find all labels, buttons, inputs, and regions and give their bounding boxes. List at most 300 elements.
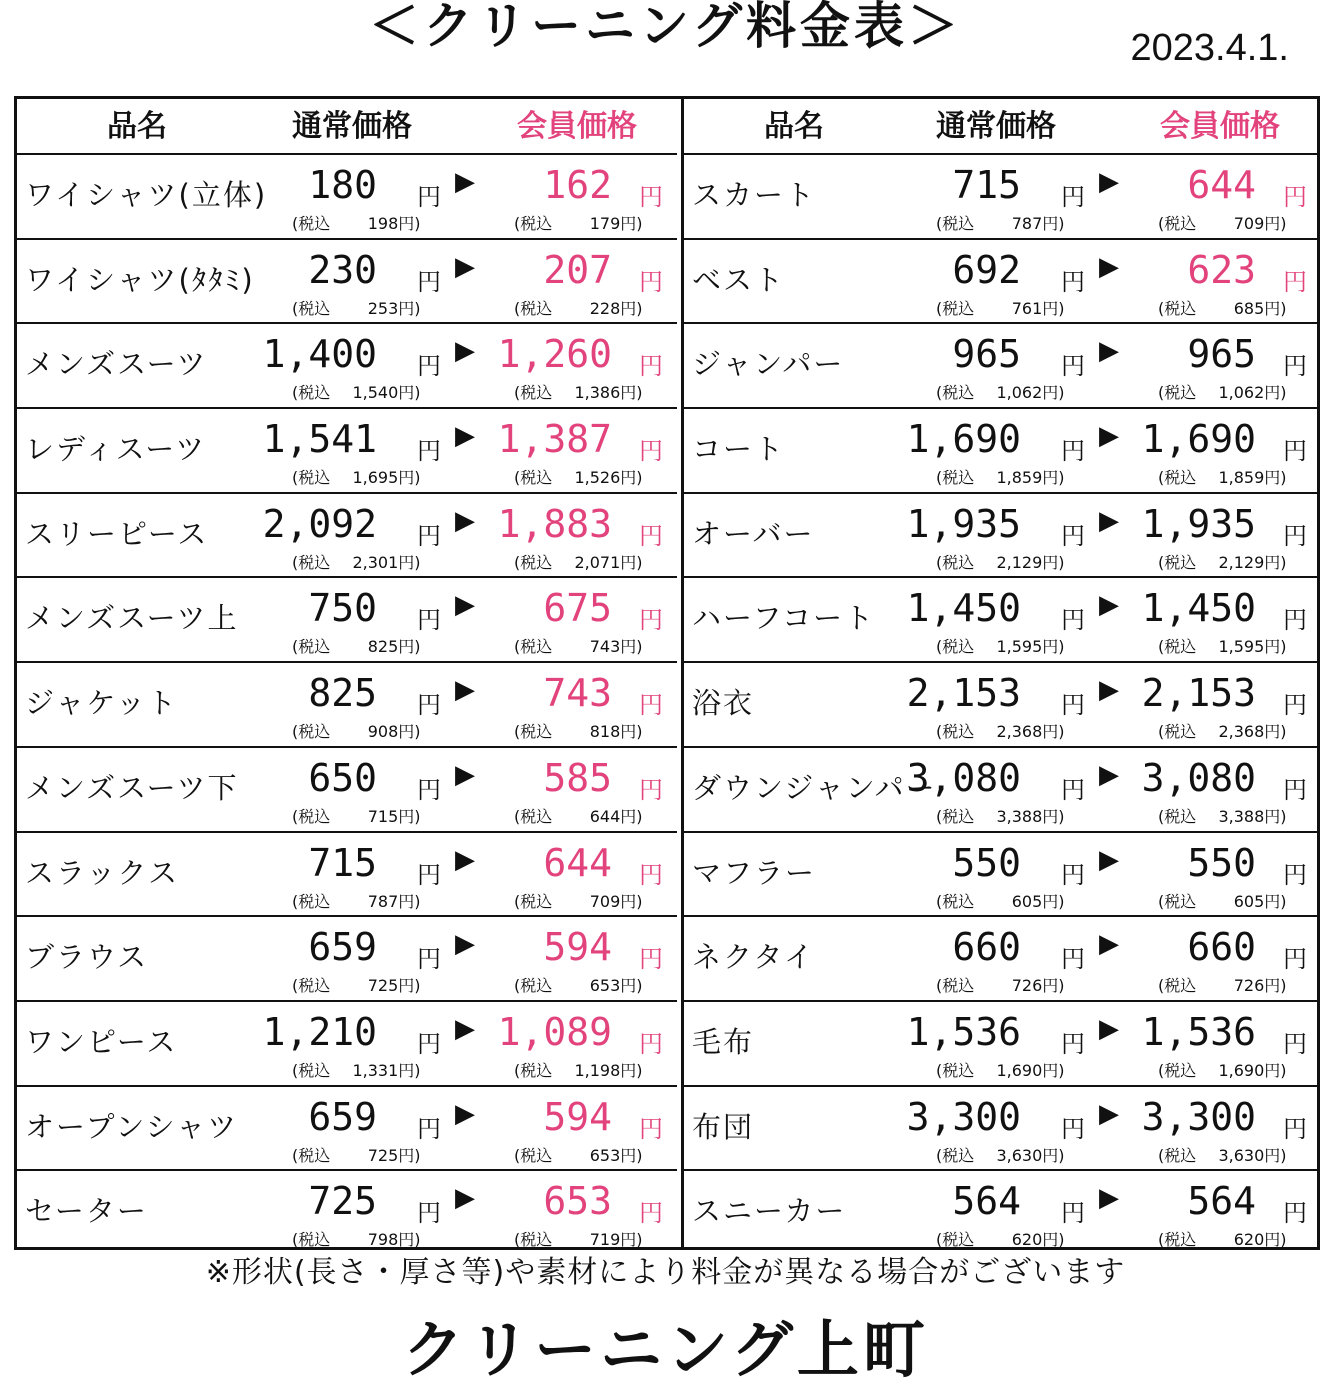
- tax-label: (税込: [936, 806, 975, 826]
- tax-value: 761: [1011, 298, 1043, 318]
- arrow-right-icon: ▶: [1099, 251, 1119, 282]
- arrow-right-icon: ▶: [1099, 167, 1119, 197]
- tax-suffix: 円): [1042, 722, 1065, 742]
- yen-label: 円: [1061, 1114, 1085, 1143]
- member-price: 1,260: [497, 332, 612, 377]
- regular-price: 1,210: [262, 1009, 377, 1054]
- yen-label: 円: [417, 267, 441, 296]
- yen-label: 円: [639, 775, 663, 804]
- tax-value: 605: [1233, 891, 1265, 911]
- table-row: [684, 409, 1317, 494]
- table-row: [684, 1002, 1317, 1087]
- tax-value: 653: [589, 976, 621, 996]
- tax-suffix: 円): [620, 1145, 643, 1165]
- tax-value: 2,129: [1218, 552, 1265, 572]
- regular-price: 1,690: [906, 417, 1021, 462]
- member-tax-included: [1158, 550, 1287, 573]
- tax-value: 198: [367, 214, 399, 233]
- tax-label: (税込: [936, 1230, 975, 1250]
- member-tax-included: [514, 1143, 643, 1166]
- table-row: [684, 748, 1317, 833]
- table-row: [17, 1002, 677, 1087]
- item-name: ダウンジャンパー: [692, 770, 937, 805]
- regular-tax-included: [936, 973, 1065, 996]
- yen-label: 円: [1061, 183, 1085, 211]
- tax-label: (税込: [936, 214, 975, 233]
- tax-suffix: 円): [1264, 552, 1287, 572]
- regular-price: 659: [308, 925, 377, 970]
- tax-suffix: 円): [1042, 806, 1065, 826]
- table-row: [684, 833, 1317, 918]
- tax-label: (税込: [292, 891, 331, 911]
- tax-label: (税込: [514, 383, 553, 403]
- item-name: 浴衣: [692, 686, 755, 721]
- regular-price: 725: [308, 1179, 377, 1224]
- right-rows: [684, 155, 1317, 1256]
- arrow-right-icon: ▶: [455, 590, 475, 621]
- table-row: [684, 578, 1317, 663]
- regular-price: 3,300: [906, 1094, 1021, 1139]
- table-row: [17, 494, 677, 579]
- tax-suffix: 円): [1042, 468, 1065, 488]
- tax-suffix: 円): [398, 1230, 421, 1250]
- tax-suffix: 円): [1042, 1060, 1065, 1080]
- regular-tax-included: [292, 973, 421, 996]
- regular-price: 1,536: [906, 1009, 1021, 1054]
- member-tax-included: [514, 804, 643, 827]
- tax-label: (税込: [292, 806, 331, 826]
- tax-suffix: 円): [1264, 468, 1287, 488]
- tax-value: 726: [1011, 976, 1043, 996]
- member-price: 162: [543, 163, 612, 207]
- tax-label: (税込: [936, 383, 975, 403]
- price-table-left: [17, 99, 677, 1250]
- tax-value: 743: [589, 637, 621, 657]
- tax-value: 2,129: [996, 552, 1043, 572]
- tax-suffix: 円): [1042, 1145, 1065, 1165]
- yen-label: 円: [417, 521, 441, 550]
- tax-suffix: 円): [398, 637, 421, 657]
- tax-value: 787: [1011, 214, 1043, 233]
- yen-label: 円: [1283, 945, 1307, 974]
- regular-tax-included: [936, 465, 1065, 488]
- member-tax-included: [514, 719, 643, 742]
- arrow-right-icon: ▶: [455, 1098, 475, 1129]
- tax-suffix: 円): [1042, 383, 1065, 403]
- regular-tax-included: [936, 889, 1065, 912]
- tax-suffix: 円): [620, 214, 643, 233]
- yen-label: 円: [639, 437, 663, 466]
- regular-price: 825: [308, 671, 377, 716]
- table-header: [684, 99, 1317, 155]
- yen-label: 円: [639, 183, 663, 211]
- table-row: [17, 1087, 677, 1172]
- member-tax-included: [514, 889, 643, 912]
- regular-price: 550: [952, 840, 1021, 885]
- table-row: [684, 1087, 1317, 1172]
- arrow-right-icon: ▶: [455, 844, 475, 875]
- tax-suffix: 円): [620, 298, 643, 318]
- member-price: 1,690: [1141, 417, 1256, 462]
- item-name: コート: [692, 432, 786, 467]
- tax-suffix: 円): [620, 637, 643, 657]
- yen-label: 円: [1061, 606, 1085, 635]
- regular-tax-included: [936, 296, 1065, 319]
- regular-tax-included: [936, 634, 1065, 657]
- member-price: 594: [543, 925, 612, 970]
- yen-label: 円: [1283, 521, 1307, 550]
- tax-label: (税込: [514, 1230, 553, 1250]
- table-row: [17, 1171, 677, 1256]
- yen-label: 円: [417, 775, 441, 804]
- tax-label: (税込: [936, 976, 975, 996]
- regular-tax-included: [292, 211, 421, 234]
- member-price: 1,387: [497, 417, 612, 462]
- member-price: 1,536: [1141, 1009, 1256, 1054]
- regular-price: 692: [952, 247, 1021, 292]
- member-price: 550: [1187, 840, 1256, 885]
- yen-label: 円: [639, 521, 663, 550]
- yen-label: 円: [1061, 352, 1085, 381]
- item-name: スニーカー: [692, 1194, 847, 1229]
- table-row: [17, 240, 677, 325]
- effective-date: 2023.4.1.: [1130, 27, 1289, 69]
- tax-label: (税込: [292, 1060, 331, 1080]
- tax-suffix: 円): [1042, 1230, 1065, 1250]
- tax-suffix: 円): [1264, 1145, 1287, 1165]
- arrow-right-icon: ▶: [1099, 675, 1119, 706]
- item-name: メンズスーツ: [25, 347, 208, 382]
- table-row: [17, 833, 677, 918]
- yen-label: 円: [417, 691, 441, 720]
- tax-suffix: 円): [1264, 722, 1287, 742]
- arrow-right-icon: ▶: [1099, 759, 1119, 790]
- yen-label: 円: [1283, 352, 1307, 381]
- tax-suffix: 円): [398, 298, 421, 318]
- tax-label: (税込: [1158, 1230, 1197, 1250]
- item-name: ブラウス: [25, 940, 149, 975]
- table-row: [17, 663, 677, 748]
- yen-label: 円: [1061, 1199, 1085, 1228]
- tax-value: 2,301: [352, 552, 399, 572]
- member-tax-included: [1158, 1058, 1287, 1081]
- yen-label: 円: [639, 1029, 663, 1058]
- tax-value: 2,071: [574, 552, 621, 572]
- yen-label: 円: [1283, 691, 1307, 720]
- tax-label: (税込: [1158, 383, 1197, 403]
- table-row: [684, 494, 1317, 579]
- tax-label: (税込: [514, 214, 553, 233]
- member-price: 3,080: [1141, 755, 1256, 800]
- yen-label: 円: [1283, 775, 1307, 804]
- table-row: [17, 578, 677, 663]
- tax-value: 3,630: [1218, 1145, 1265, 1165]
- item-name: ベスト: [692, 262, 786, 297]
- tax-value: 715: [367, 806, 399, 826]
- member-tax-included: [514, 465, 643, 488]
- tax-suffix: 円): [1264, 298, 1287, 318]
- tax-label: (税込: [514, 722, 553, 742]
- regular-tax-included: [292, 550, 421, 573]
- yen-label: 円: [1061, 775, 1085, 804]
- arrow-right-icon: ▶: [1099, 336, 1119, 367]
- member-tax-included: [1158, 973, 1287, 996]
- yen-label: 円: [417, 437, 441, 466]
- arrow-right-icon: ▶: [1099, 1013, 1119, 1044]
- arrow-right-icon: ▶: [1099, 929, 1119, 960]
- tax-value: 1,526: [574, 468, 621, 488]
- tax-value: 1,859: [1218, 468, 1265, 488]
- tax-label: (税込: [514, 637, 553, 657]
- item-name: ワンピース: [25, 1024, 178, 1059]
- tax-value: 179: [589, 214, 621, 233]
- tax-value: 1,198: [574, 1060, 621, 1080]
- tax-value: 1,859: [996, 468, 1043, 488]
- yen-label: 円: [639, 860, 663, 889]
- tax-suffix: 円): [1264, 1230, 1287, 1250]
- table-row: [684, 917, 1317, 1002]
- tax-value: 685: [1233, 298, 1265, 318]
- member-tax-included: [514, 1058, 643, 1081]
- regular-tax-included: [292, 804, 421, 827]
- tax-label: (税込: [514, 891, 553, 911]
- tax-label: (税込: [936, 298, 975, 318]
- yen-label: 円: [1061, 267, 1085, 296]
- tax-suffix: 円): [620, 722, 643, 742]
- header-regular-price: 通常価格: [936, 109, 1056, 144]
- shop-name: クリーニング上町: [402, 1313, 929, 1386]
- regular-tax-included: [292, 889, 421, 912]
- price-table-right: [684, 99, 1317, 1250]
- yen-label: 円: [1283, 1114, 1307, 1143]
- tax-suffix: 円): [398, 383, 421, 403]
- tax-suffix: 円): [398, 722, 421, 742]
- member-price: 1,883: [497, 501, 612, 546]
- tax-suffix: 円): [1042, 552, 1065, 572]
- yen-label: 円: [1061, 437, 1085, 466]
- tax-label: (税込: [292, 976, 331, 996]
- tax-suffix: 円): [620, 1230, 643, 1250]
- regular-price: 1,400: [262, 332, 377, 377]
- member-price: 660: [1187, 925, 1256, 970]
- yen-label: 円: [417, 860, 441, 889]
- member-price: 644: [543, 840, 612, 885]
- tax-value: 2,368: [996, 722, 1043, 742]
- regular-tax-included: [292, 719, 421, 742]
- yen-label: 円: [1061, 691, 1085, 720]
- arrow-right-icon: ▶: [455, 1183, 475, 1214]
- member-price: 1,450: [1141, 586, 1256, 631]
- tax-label: (税込: [292, 383, 331, 403]
- yen-label: 円: [1283, 437, 1307, 466]
- price-table: [14, 96, 1320, 1250]
- tax-label: (税込: [514, 552, 553, 572]
- tax-value: 798: [367, 1230, 399, 1250]
- tax-suffix: 円): [398, 214, 421, 233]
- tax-suffix: 円): [1264, 806, 1287, 826]
- arrow-right-icon: ▶: [1099, 844, 1119, 875]
- member-price: 743: [543, 671, 612, 716]
- arrow-right-icon: ▶: [455, 251, 475, 282]
- tax-value: 818: [589, 722, 621, 742]
- regular-price: 1,935: [906, 501, 1021, 546]
- member-price: 2,153: [1141, 671, 1256, 716]
- yen-label: 円: [639, 352, 663, 381]
- tax-suffix: 円): [1264, 1060, 1287, 1080]
- tax-value: 1,595: [996, 637, 1043, 657]
- regular-tax-included: [936, 719, 1065, 742]
- tax-label: (税込: [292, 1230, 331, 1250]
- tax-value: 719: [589, 1230, 621, 1250]
- regular-tax-included: [292, 1143, 421, 1166]
- item-name: メンズスーツ下: [25, 770, 239, 805]
- member-price: 207: [543, 247, 612, 292]
- arrow-right-icon: ▶: [1099, 1183, 1119, 1214]
- tax-value: 644: [589, 806, 621, 826]
- regular-price: 715: [308, 840, 377, 885]
- tax-label: (税込: [514, 1145, 553, 1165]
- tax-suffix: 円): [1042, 214, 1065, 233]
- header-member-price: 会員価格: [1160, 109, 1280, 144]
- tax-value: 709: [1233, 214, 1265, 233]
- tax-label: (税込: [292, 722, 331, 742]
- tax-suffix: 円): [1264, 214, 1287, 233]
- item-name: オーバー: [692, 516, 815, 551]
- regular-price: 3,080: [906, 755, 1021, 800]
- tax-suffix: 円): [620, 806, 643, 826]
- item-name: レディスーツ: [25, 432, 207, 467]
- tax-suffix: 円): [1264, 383, 1287, 403]
- yen-label: 円: [1061, 860, 1085, 889]
- item-name: スリーピース: [25, 516, 209, 551]
- tax-value: 3,630: [996, 1145, 1043, 1165]
- item-name: オープンシャツ: [25, 1109, 239, 1144]
- tax-label: (税込: [292, 1145, 331, 1165]
- member-tax-included: [1158, 296, 1287, 319]
- tax-value: 1,690: [1218, 1060, 1265, 1080]
- tax-label: (税込: [514, 468, 553, 488]
- tax-value: 3,388: [1218, 806, 1265, 826]
- tax-value: 1,386: [574, 383, 621, 403]
- tax-label: (税込: [1158, 1145, 1197, 1165]
- tax-value: 1,595: [1218, 637, 1265, 657]
- arrow-right-icon: ▶: [455, 759, 475, 790]
- tax-label: (税込: [292, 298, 331, 318]
- arrow-right-icon: ▶: [1099, 421, 1119, 452]
- regular-price: 1,450: [906, 586, 1021, 631]
- tax-suffix: 円): [620, 383, 643, 403]
- member-price: 1,935: [1141, 501, 1256, 546]
- item-name: スラックス: [25, 855, 180, 890]
- yen-label: 円: [1283, 183, 1307, 211]
- item-name: スカート: [692, 178, 817, 212]
- regular-tax-included: [292, 1058, 421, 1081]
- yen-label: 円: [639, 606, 663, 635]
- table-row: [17, 917, 677, 1002]
- item-name: 毛布: [692, 1024, 755, 1059]
- regular-tax-included: [936, 380, 1065, 403]
- tax-value: 908: [367, 722, 399, 742]
- table-row: [684, 324, 1317, 409]
- yen-label: 円: [1283, 1029, 1307, 1058]
- tax-label: (税込: [1158, 637, 1197, 657]
- yen-label: 円: [1283, 860, 1307, 889]
- tax-value: 825: [367, 637, 399, 657]
- tax-suffix: 円): [398, 891, 421, 911]
- table-row: [684, 1171, 1317, 1256]
- yen-label: 円: [1061, 1029, 1085, 1058]
- yen-label: 円: [1283, 267, 1307, 296]
- regular-price: 230: [308, 247, 377, 292]
- yen-label: 円: [417, 606, 441, 635]
- member-price: 3,300: [1141, 1094, 1256, 1139]
- tax-value: 228: [589, 298, 621, 318]
- arrow-right-icon: ▶: [455, 675, 475, 706]
- yen-label: 円: [417, 1029, 441, 1058]
- yen-label: 円: [417, 352, 441, 381]
- tax-label: (税込: [1158, 214, 1197, 233]
- item-name: セーター: [25, 1194, 148, 1229]
- tax-value: 1,695: [352, 468, 399, 488]
- tax-suffix: 円): [398, 1060, 421, 1080]
- item-name: 布団: [692, 1109, 755, 1144]
- yen-label: 円: [1061, 521, 1085, 550]
- arrow-right-icon: ▶: [455, 929, 475, 960]
- member-price: 653: [543, 1179, 612, 1224]
- regular-price: 715: [952, 163, 1021, 207]
- regular-price: 965: [952, 332, 1021, 377]
- regular-price: 564: [952, 1179, 1021, 1224]
- tax-value: 253: [367, 298, 399, 318]
- tax-value: 620: [1233, 1230, 1265, 1250]
- tax-suffix: 円): [1264, 637, 1287, 657]
- tax-value: 620: [1011, 1230, 1043, 1250]
- yen-label: 円: [639, 1199, 663, 1228]
- tax-label: (税込: [514, 1060, 553, 1080]
- member-tax-included: [1158, 380, 1287, 403]
- tax-label: (税込: [1158, 806, 1197, 826]
- item-name: ワイシャツ(立体): [25, 178, 268, 212]
- tax-value: 1,540: [352, 383, 399, 403]
- tax-value: 1,062: [1218, 383, 1265, 403]
- item-name: ネクタイ: [692, 940, 815, 975]
- arrow-right-icon: ▶: [455, 505, 475, 536]
- member-price: 585: [543, 755, 612, 800]
- tax-value: 1,062: [996, 383, 1043, 403]
- tax-suffix: 円): [620, 976, 643, 996]
- tax-suffix: 円): [398, 806, 421, 826]
- table-row: [17, 155, 677, 240]
- tax-label: (税込: [1158, 298, 1197, 318]
- tax-label: (税込: [1158, 468, 1197, 488]
- tax-suffix: 円): [398, 552, 421, 572]
- tax-suffix: 円): [398, 976, 421, 996]
- tax-label: (税込: [292, 637, 331, 657]
- regular-tax-included: [292, 634, 421, 657]
- tax-label: (税込: [1158, 552, 1197, 572]
- tax-label: (税込: [514, 976, 553, 996]
- member-price: 564: [1187, 1179, 1256, 1224]
- arrow-right-icon: ▶: [1099, 505, 1119, 536]
- tax-label: (税込: [1158, 722, 1197, 742]
- tax-suffix: 円): [1042, 891, 1065, 911]
- header-member-price: 会員価格: [517, 109, 637, 144]
- member-tax-included: [514, 634, 643, 657]
- yen-label: 円: [639, 945, 663, 974]
- tax-suffix: 円): [1264, 891, 1287, 911]
- tax-value: 2,368: [1218, 722, 1265, 742]
- arrow-right-icon: ▶: [455, 421, 475, 452]
